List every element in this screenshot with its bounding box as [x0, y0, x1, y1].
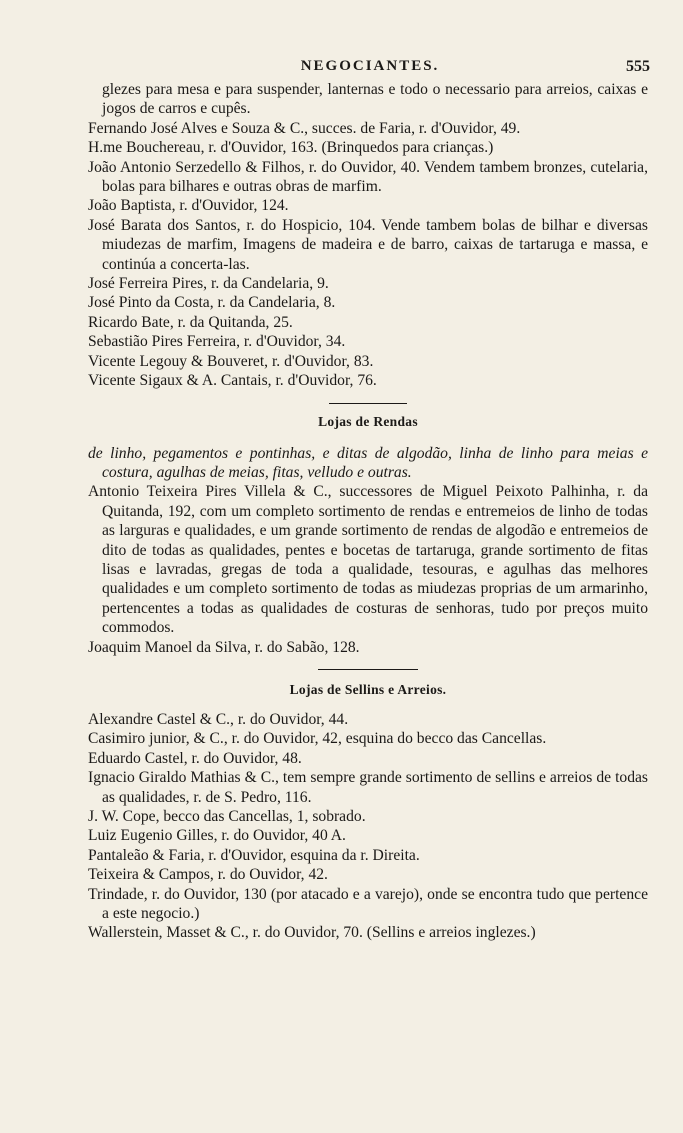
entry-sellins: Alexandre Castel & C., r. do Ouvidor, 44. [88, 710, 349, 728]
running-header [90, 58, 650, 82]
entry-sellins: Luiz Eugenio Gilles, r. do Ouvidor, 40 A. [88, 827, 346, 845]
entry-negociante: Ricardo Bate, r. da Quitanda, 25. [88, 313, 293, 331]
sellins-section [88, 682, 648, 943]
entry-rendas: Joaquim Manoel da Silva, r. do Sabão, 128. [88, 638, 360, 656]
entry-sellins: Ignacio Giraldo Mathias & C., tem sempre grande sortimento de sellins e arreios de todas as qualidades, r. de S. Pedro, 116. [88, 769, 648, 806]
entry-negociante: José Ferreira Pires, r. da Candelaria, 9. [88, 275, 329, 293]
section-intro-rendas: de linho, pegamentos e pontinhas, e ditas de algodão, linha de linho para meias e costura, agulhas de meias, fitas, velludo e outras. [88, 444, 648, 481]
entry-sellins: Teixeira & Campos, r. do Ouvidor, 42. [88, 866, 328, 884]
entry-sellins: J. W. Cope, becco das Cancellas, 1, sobrado. [88, 808, 366, 825]
entry-negociante: Fernando José Alves e Souza & C., succes. de Faria, r. d'Ouvidor, 49. [88, 119, 521, 137]
entry-negociante: José Pinto da Costa, r. da Candelaria, 8. [88, 294, 336, 312]
entry-negociante: H.me Bouchereau, r. d'Ouvidor, 163. (Brinquedos para crianças.) [88, 139, 494, 157]
page-content [88, 80, 648, 943]
entry-negociante: José Barata dos Santos, r. do Hospicio, 104. Vende tambem bolas de bilhar e diversas miudezas de marfim, Imagens de madeira e de barro, caixas de tartaruga e massa, e continúa a concerta-las. [88, 216, 648, 273]
entry-negociante: Vicente Legouy & Bouveret, r. d'Ouvidor, 83. [88, 352, 374, 370]
entry-negociante: João Baptista, r. d'Ouvidor, 124. [88, 197, 289, 215]
entry-rendas: Antonio Teixeira Pires Villela & C., successores de Miguel Peixoto Palhinha, r. da Quitanda, 192, com um completo sortimento de rendas e entremeios de linho de todas as larguras e qualidades, e um grande sortimento de rendas de algodão e entremeios de dito de todas as qualidades, pentes e bocetas de tartaruga, grande sortimento de fitas lisas e lavradas, gregas de toda a qualidade, tesouras, e agulhas das melhores qualidades e um completo sortimento de todas as miudezas proprias de um armarinho, pertencentes a todas as qualidades de costuras de senhoras, tudo por preços muito commodos. [88, 483, 648, 637]
page-number: 555 [626, 58, 650, 75]
section-title-rendas: Lojas de Rendas [318, 413, 418, 429]
entry-sellins: Casimiro junior, & C., r. do Ouvidor, 42, esquina do becco das Cancellas. [88, 730, 547, 748]
entry-negociante: Sebastião Pires Ferreira, r. d'Ouvidor, 34. [88, 333, 346, 351]
entry-sellins: Wallerstein, Masset & C., r. do Ouvidor, 70. (Sellins e arreios inglezes.) [88, 924, 536, 942]
rendas-section [88, 414, 648, 657]
entry-negociante: João Antonio Serzedello & Filhos, r. do Ouvidor, 40. Vendem tambem bronzes, cutelaria, bolas para bilhares e outras obras de marfim. [88, 158, 648, 196]
running-title: NEGOCIANTES. [300, 58, 440, 74]
section-title-sellins: Lojas de Sellins e Arreios. [289, 681, 447, 697]
entry-negociante: Vicente Sigaux & A. Cantais, r. d'Ouvidor, 76. [88, 372, 377, 390]
negociantes-section [88, 80, 648, 391]
entry-sellins: Pantaleão & Faria, r. d'Ouvidor, esquina da r. Direita. [88, 846, 420, 864]
entry-sellins: Eduardo Castel, r. do Ouvidor, 48. [88, 749, 302, 767]
entry-sellins: Trindade, r. do Ouvidor, 130 (por atacado e a varejo), onde se encontra tudo que pertence a este negocio.) [88, 885, 648, 923]
section-divider [318, 669, 418, 670]
section-divider [329, 403, 407, 404]
continuation-text: glezes para mesa e para suspender, lanternas e todo o necessario para arreios, caixas e jogos de carros e cupês. [102, 81, 648, 118]
